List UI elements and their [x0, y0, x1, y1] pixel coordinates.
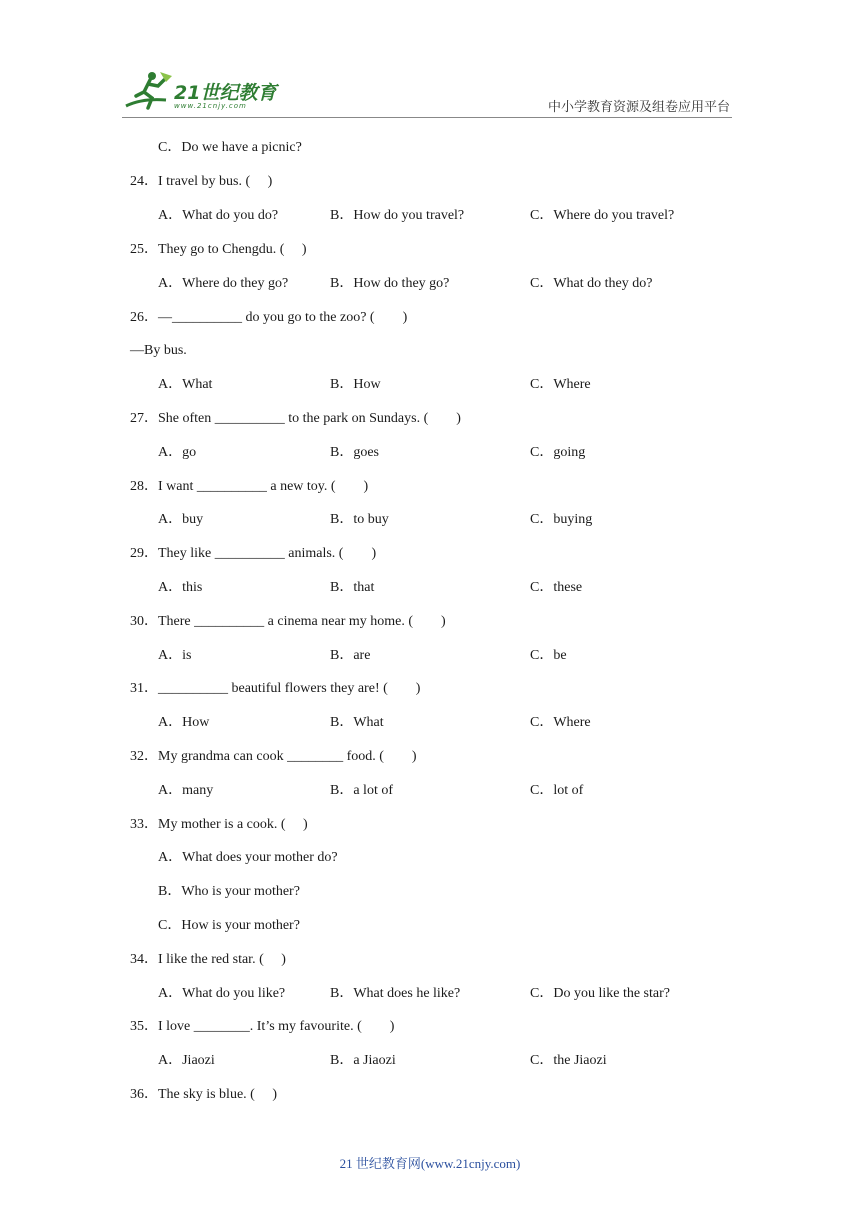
- option-a: A．buy: [158, 512, 204, 527]
- option-a: A．go: [158, 445, 197, 460]
- question-32: 32．My grandma can cook ________ food. ( ): [130, 749, 417, 764]
- option-c: C．What do they do?: [530, 276, 653, 291]
- page-footer: 21 世纪教育网(www.21cnjy.com): [339, 1156, 521, 1171]
- question-35: 35．I love ________. It’s my favourite. ( ): [130, 1019, 395, 1034]
- header-divider: [122, 117, 732, 118]
- question-30: 30．There __________ a cinema near my home. ( ): [130, 614, 446, 629]
- option-a: A．What: [158, 377, 213, 392]
- option-a: A．What do you do?: [158, 208, 279, 223]
- option-b: B．How do you travel?: [330, 208, 465, 223]
- option-c: C．going: [530, 445, 586, 460]
- option-b: B．that: [330, 580, 375, 595]
- question-24: 24．I travel by bus. ( ): [130, 174, 273, 189]
- option-c: C．Do you like the star?: [530, 986, 670, 1001]
- option-b: B．are: [330, 648, 371, 663]
- option-b: B．How do they go?: [330, 276, 450, 291]
- question-27: 27．She often __________ to the park on Sundays. ( ): [130, 411, 461, 426]
- runner-logo-icon: [122, 70, 174, 116]
- option-b: B．to buy: [330, 512, 389, 527]
- option-c: C．Where: [530, 715, 591, 730]
- question-25: 25．They go to Chengdu. ( ): [130, 242, 307, 257]
- question-29: 29．They like __________ animals. ( ): [130, 546, 377, 561]
- option-a: A．How: [158, 715, 210, 730]
- option-a: A．many: [158, 783, 214, 798]
- option-a: A．What does your mother do?: [158, 850, 338, 865]
- option-a: A．What do you like?: [158, 986, 286, 1001]
- option-c: C．Where: [530, 377, 591, 392]
- option-c: C．lot of: [530, 783, 584, 798]
- option-b: B．How: [330, 377, 381, 392]
- platform-name: 中小学教育资源及组卷应用平台: [547, 100, 730, 115]
- option-b: B．a Jiaozi: [330, 1053, 396, 1068]
- option-c: C．the Jiaozi: [530, 1053, 607, 1068]
- question-28: 28．I want __________ a new toy. ( ): [130, 479, 369, 494]
- option-c: C．be: [530, 648, 567, 663]
- option-a: A．is: [158, 648, 192, 663]
- logo-text: 21世纪教育: [174, 82, 277, 104]
- logo: [122, 70, 292, 116]
- page-header: [0, 0, 860, 130]
- question-34: 34．I like the red star. ( ): [130, 952, 286, 967]
- option-b: B．What: [330, 715, 384, 730]
- option-b: B．Who is your mother?: [158, 884, 300, 899]
- option-c: C．Where do you travel?: [530, 208, 675, 223]
- option-b: B．goes: [330, 445, 379, 460]
- option-b: B．What does he like?: [330, 986, 461, 1001]
- option-c: C．these: [530, 580, 583, 595]
- option-c: C．buying: [530, 512, 593, 527]
- option-a: A．this: [158, 580, 203, 595]
- logo-url: www.21cnjy.com: [174, 102, 247, 110]
- option-b: B．a lot of: [330, 783, 393, 798]
- question-26-answer: —By bus.: [130, 343, 187, 358]
- option-a: A．Jiaozi: [158, 1053, 215, 1068]
- option-a: A．Where do they go?: [158, 276, 289, 291]
- question-36: 36．The sky is blue. ( ): [130, 1087, 277, 1102]
- option-c: C．How is your mother?: [158, 918, 300, 933]
- question-31: 31．__________ beautiful flowers they are! ( ): [130, 681, 421, 696]
- question-33: 33．My mother is a cook. ( ): [130, 817, 308, 832]
- option-c-prev: C．Do we have a picnic?: [158, 140, 302, 155]
- question-26: 26．—__________ do you go to the zoo? ( ): [130, 310, 408, 325]
